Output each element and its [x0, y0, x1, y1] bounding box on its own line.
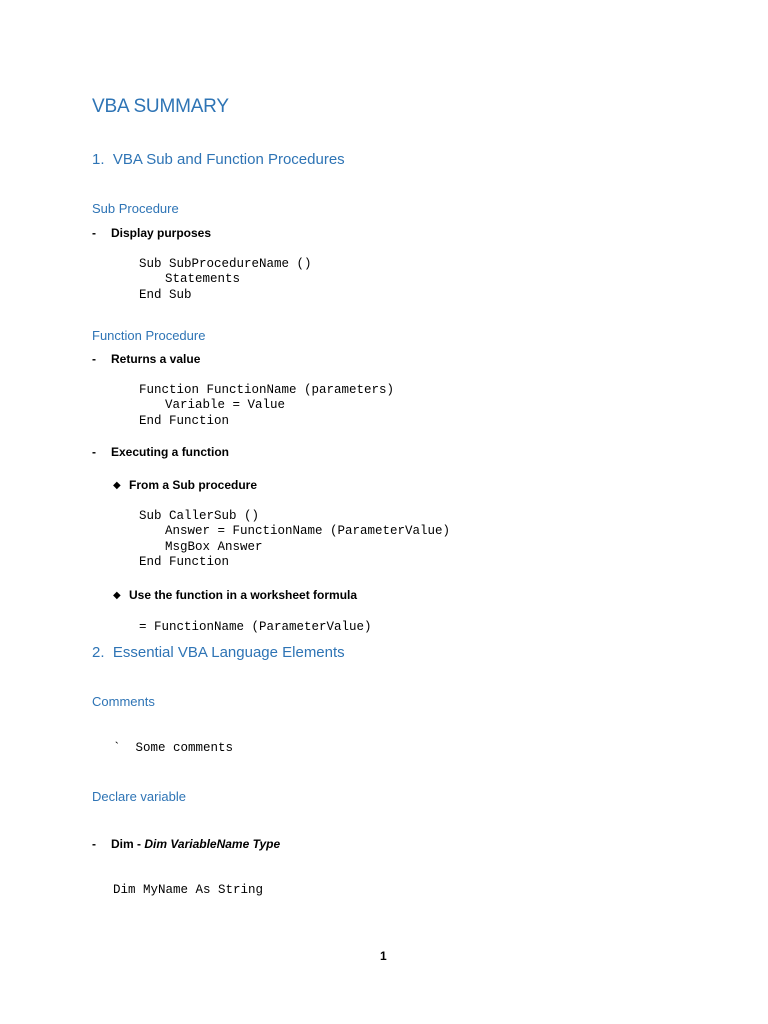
code-line: ` Some comments — [113, 741, 234, 755]
dim-bullet-syntax: Dim VariableName Type — [144, 837, 281, 851]
code-line: Sub SubProcedureName () — [139, 257, 312, 271]
code-line: Sub CallerSub () — [139, 509, 260, 523]
function-procedure-heading: Function Procedure — [92, 328, 206, 343]
dim-bullet — [111, 838, 280, 850]
code-line: Variable = Value — [165, 398, 286, 412]
dash-bullet-marker: - — [92, 226, 96, 240]
dim-bullet-prefix: Dim - — [111, 837, 145, 851]
diamond-bullet-icon: ◆ — [113, 480, 121, 491]
executing-function-bullet: Executing a function — [111, 445, 230, 459]
dash-bullet-marker: - — [92, 352, 96, 366]
declare-variable-heading: Declare variable — [92, 789, 186, 804]
section1-heading: 1. VBA Sub and Function Procedures — [92, 151, 345, 168]
code-line: = FunctionName (ParameterValue) — [139, 620, 372, 634]
code-line: End Function — [139, 555, 230, 569]
comments-heading: Comments — [92, 694, 155, 709]
page-number: 1 — [380, 949, 387, 963]
from-sub-procedure-bullet: From a Sub procedure — [129, 478, 258, 492]
worksheet-formula-bullet: Use the function in a worksheet formula — [129, 588, 358, 602]
document-title: VBA SUMMARY — [92, 96, 229, 117]
code-line: Dim MyName As String — [113, 883, 264, 897]
code-line: End Function — [139, 414, 230, 428]
code-line: Function FunctionName (parameters) — [139, 383, 395, 397]
dash-bullet-marker: - — [92, 837, 96, 851]
dash-bullet-marker: - — [92, 445, 96, 459]
sub-procedure-heading: Sub Procedure — [92, 201, 179, 216]
code-line: End Sub — [139, 288, 192, 302]
returns-value-bullet: Returns a value — [111, 352, 201, 366]
code-line: Statements — [165, 272, 241, 286]
section2-heading: 2. Essential VBA Language Elements — [92, 644, 345, 661]
diamond-bullet-icon: ◆ — [113, 590, 121, 601]
code-line: Answer = FunctionName (ParameterValue) — [165, 524, 451, 538]
code-line: MsgBox Answer — [165, 540, 263, 554]
sub-procedure-bullet: Display purposes — [111, 226, 212, 240]
